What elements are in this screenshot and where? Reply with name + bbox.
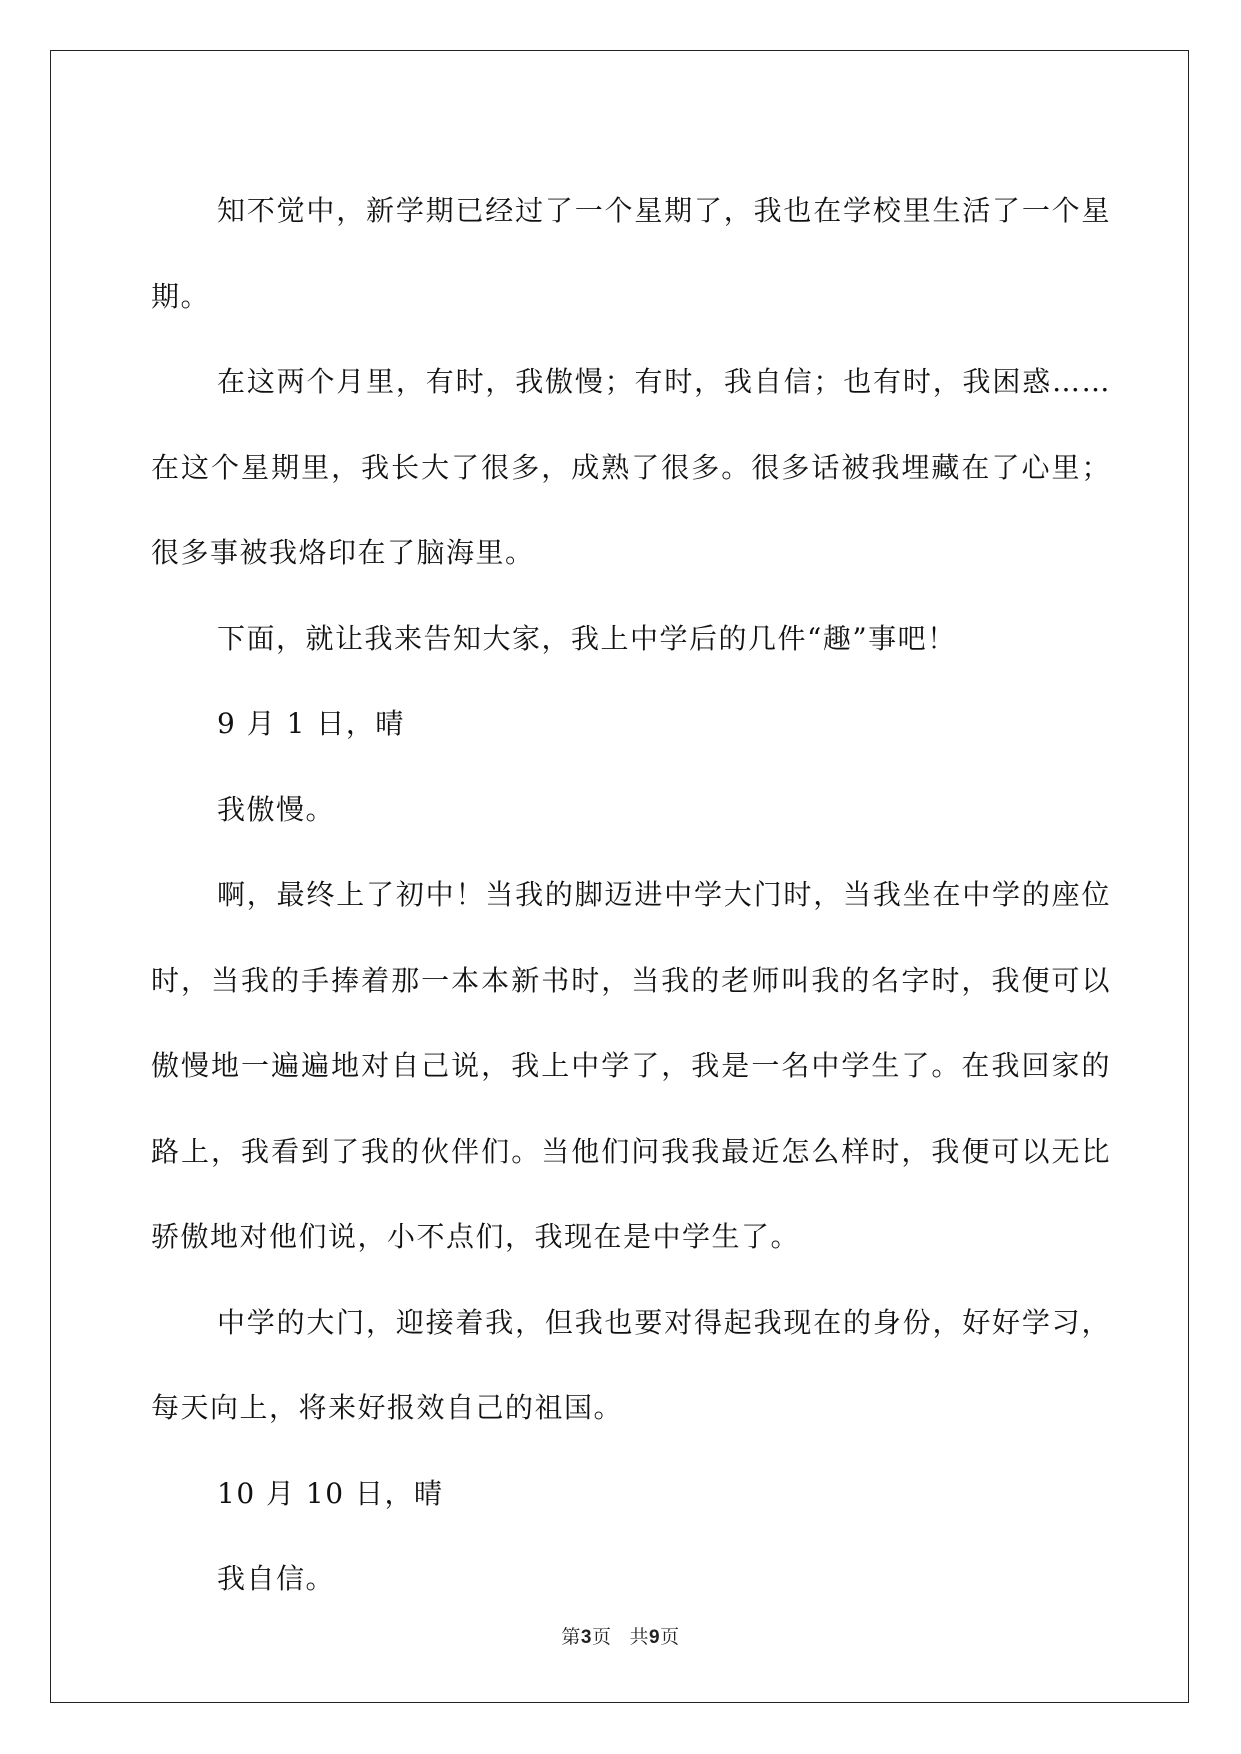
page-number-footer — [0, 1622, 1241, 1649]
paragraph-intro: 知不觉中，新学期已经过了一个星期了，我也在学校里生活了一个星期。 — [151, 194, 1111, 313]
diary-date-sep-1: 9 月 1 日，晴 — [217, 707, 405, 740]
footer-total-prefix: 共 — [629, 1626, 650, 1648]
footer-page-total: 9 — [649, 1627, 661, 1648]
diary-date-oct-10: 10 月 10 日，晴 — [217, 1476, 444, 1510]
paragraph-school-gate: 中学的大门，迎接着我，但我也要对得起我现在的身份，好好学习，每天向上，将来好报效自己的祖国。 — [151, 1305, 1111, 1424]
paragraph-confident: 我自信。 — [217, 1562, 336, 1595]
paragraph-two-months: 在这两个月里，有时，我傲慢；有时，我自信；也有时，我困惑……在这个星期里，我长大了很多，成熟了很多。很多话被我埋藏在了心里；很多事被我烙印在了脑海里。 — [151, 365, 1111, 569]
footer-page-unit: 页 — [591, 1626, 612, 1648]
footer-page-prefix: 第 — [561, 1626, 581, 1648]
footer-page-current: 3 — [580, 1627, 592, 1648]
paragraph-proud: 我傲慢。 — [217, 792, 336, 826]
footer-total-unit: 页 — [660, 1626, 680, 1648]
document-body — [151, 168, 1111, 1622]
paragraph-junior-high: 啊，最终上了初中！当我的脚迈进中学大门时，当我坐在中学的座位时，当我的手捧着那一本本新书时，当我的老师叫我的名字时，我便可以傲慢地一遍遍地对自己说，我上中学了，我是一名中学生了。在我回家的路上，我看到了我的伙伴们。当他们问我我最近怎么样时，我便可以无比骄傲地对他们说，小不点们，我现在是中学生了。 — [151, 878, 1111, 1253]
paragraph-tell-everyone: 下面，就让我来告知大家，我上中学后的几件“趣”事吧！ — [217, 621, 957, 655]
